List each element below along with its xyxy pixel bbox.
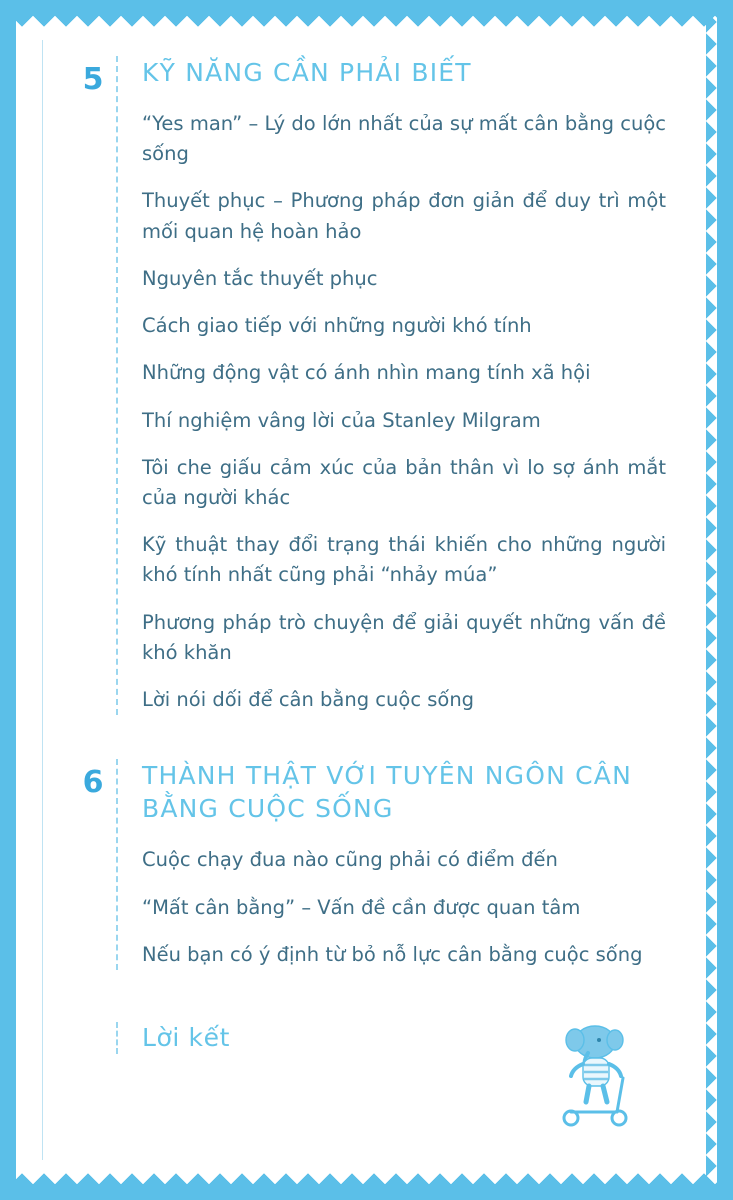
- zigzag-edge-top: [0, 16, 733, 27]
- list-item[interactable]: Cuộc chạy đua nào cũng phải có điểm đến: [142, 848, 558, 872]
- list-item[interactable]: Lời nói dối để cân bằng cuộc sống: [142, 688, 475, 712]
- chapter-content: [116, 56, 670, 715]
- zigzag-edge-right: [706, 0, 717, 1200]
- elephant-on-scooter-icon: [543, 1020, 643, 1130]
- list-item[interactable]: Nếu bạn có ý định từ bỏ nỗ lực cân bằng cuộc sống: [142, 942, 643, 966]
- list-item[interactable]: Phương pháp trò chuyện để giải quyết những vấn đề khó khăn: [142, 610, 666, 664]
- border-band-bottom: [0, 1184, 733, 1200]
- zigzag-edge-bottom: [0, 1173, 733, 1184]
- chapter-content: [116, 759, 670, 970]
- border-band-left: [0, 0, 16, 1200]
- list-item[interactable]: “Yes man” – Lý do lớn nhất của sự mất cân bằng cuộc sống: [142, 112, 666, 166]
- chapter-title: KỸ NĂNG CẦN PHẢI BIẾT: [142, 58, 472, 87]
- chapter-block: [70, 759, 670, 970]
- list-item[interactable]: Cách giao tiếp với những người khó tính: [142, 314, 532, 338]
- list-item[interactable]: Thuyết phục – Phương pháp đơn giản để duy trì một mối quan hệ hoàn hảo: [142, 189, 666, 243]
- list-item[interactable]: Nguyên tắc thuyết phục: [142, 266, 378, 290]
- chapter-number: 5: [82, 62, 104, 97]
- border-band-right: [717, 0, 733, 1200]
- table-of-contents: [70, 56, 670, 1054]
- closing-label[interactable]: Lời kết: [142, 1022, 230, 1052]
- chapter-entry-list: [142, 845, 670, 970]
- list-item[interactable]: “Mất cân bằng” – Vấn đề cần được quan tâm: [142, 895, 581, 919]
- inner-margin-rule: [42, 40, 43, 1160]
- list-item[interactable]: Kỹ thuật thay đổi trạng thái khiến cho những người khó tính nhất cũng phải “nhảy múa”: [142, 533, 666, 587]
- chapter-number: 6: [82, 765, 104, 801]
- list-item[interactable]: Tôi che giấu cảm xúc của bản thân vì lo sợ ánh mắt của người khác: [142, 455, 666, 509]
- chapter-block: [70, 56, 670, 715]
- list-item[interactable]: Những động vật có ánh nhìn mang tính xã hội: [142, 361, 591, 385]
- list-item[interactable]: Thí nghiệm vâng lời của Stanley Milgram: [142, 408, 541, 432]
- zigzag-edge-left: [16, 0, 27, 1200]
- chapter-title: THÀNH THẬT VỚI TUYÊN NGÔN CÂN BẰNG CUỘC SỐNG: [142, 761, 633, 824]
- chapter-entry-list: [142, 109, 670, 715]
- border-band-top: [0, 0, 733, 16]
